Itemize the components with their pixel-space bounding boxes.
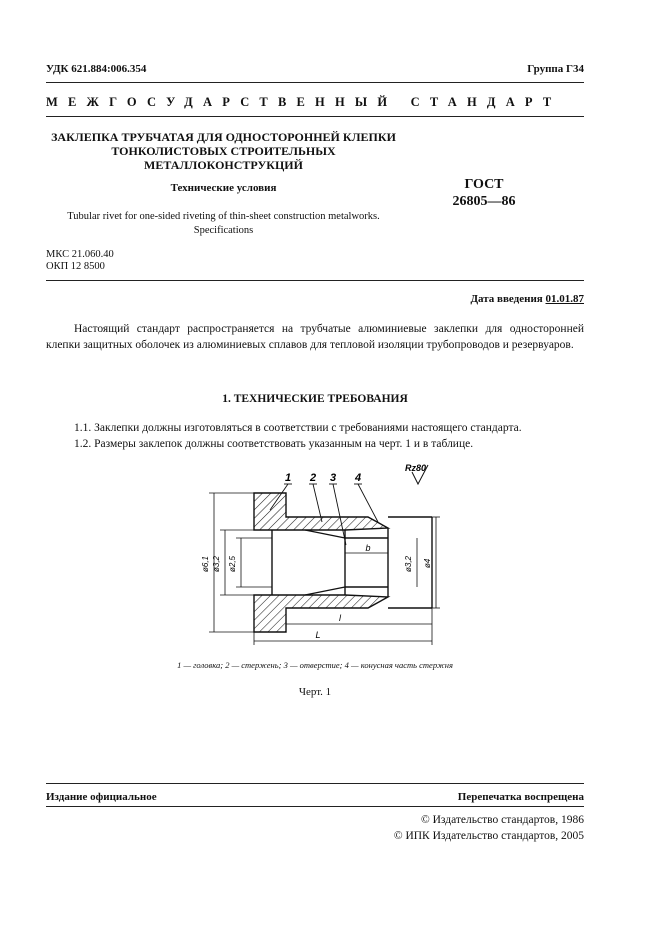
rivet-section-upper — [254, 493, 388, 530]
legend-text-4: — конусная часть стержня — [348, 660, 453, 670]
legend-text-1: — головка; — [181, 660, 226, 670]
rivet-section-lower — [254, 595, 388, 632]
group-code: Группа Г34 — [527, 63, 584, 75]
date-value: 01.01.87 — [545, 293, 584, 305]
footer-rule — [46, 783, 584, 784]
item-1-2: 1.2. Размеры заклепок должны соответствовать указанным на черт. 1 и в таблице. — [74, 438, 474, 450]
gost-number: 26805—86 — [452, 194, 516, 209]
mks-code: МКС 21.060.40 — [46, 249, 114, 260]
interstate-standard-banner: МЕЖГОСУДАРСТВЕННЫЙ СТАНДАРТ — [46, 95, 562, 109]
copyright-2005: © ИПК Издательство стандартов, 2005 — [393, 830, 584, 842]
english-title — [46, 210, 401, 238]
legend-num-4: 4 — [344, 660, 349, 670]
udk-code: УДК 621.884:006.354 — [46, 63, 147, 75]
footer-rule-2 — [46, 806, 584, 807]
dim-d32-right: ø3,2 — [404, 555, 413, 572]
official-edition: Издание официальное — [46, 791, 157, 803]
dim-l-outer: L — [315, 630, 321, 640]
callout-1: 1 — [284, 472, 292, 484]
title-line-2: ТОНКОЛИСТОВЫХ СТРОИТЕЛЬНЫХ — [111, 144, 336, 158]
reprint-notice: Перепечатка воспрещена — [457, 791, 584, 803]
copyright-1986: © Издательство стандартов, 1986 — [420, 814, 584, 826]
legend-text-2: — стержень; — [229, 660, 284, 670]
banner-rule — [46, 116, 584, 117]
legend-num-3: 3 — [283, 660, 288, 670]
gost-label: ГОСТ — [464, 177, 504, 192]
dim-l-inner: l — [339, 613, 341, 623]
gost-designation — [444, 176, 524, 210]
item-1-1: 1.1. Заклепки должны изготовляться в соответствии с требованиями настоящего стандарта. — [74, 422, 522, 434]
figure-legend — [46, 660, 584, 670]
legend-num-1: 1 — [177, 660, 182, 670]
rivet-drawing — [0, 455, 661, 655]
legend-text-3: — отверстие; — [287, 660, 345, 670]
figure-label: Черт. 1 — [298, 686, 332, 698]
english-title-line-2: Specifications — [193, 225, 254, 236]
title-line-1: ЗАКЛЕПКА ТРУБЧАТАЯ ДЛЯ ОДНОСТОРОННЕЙ КЛЕПКИ — [51, 130, 396, 144]
callout-4: 4 — [354, 472, 362, 484]
classification-codes — [46, 249, 114, 273]
date-label: Дата введения — [470, 293, 543, 305]
dim-d32-left: ø3,2 — [212, 555, 221, 572]
codes-rule — [46, 280, 584, 281]
english-title-line-1: Tubular rivet for one-sided riveting of thin-sheet construction metalworks. — [67, 211, 380, 222]
dim-b: b — [365, 543, 371, 553]
callout-2: 2 — [309, 472, 317, 484]
document-title — [46, 130, 401, 172]
introduction-date — [470, 293, 584, 305]
spec-russian: Технические условия — [170, 182, 277, 194]
callout-3: 3 — [329, 472, 337, 484]
intro-paragraph: Настоящий стандарт распространяется на трубчатые алюминиевые заклепки для односторонней клепки защитных оболочек из алюминиевых сплавов для тепловой изоляции трубопроводов и резервуаров. — [46, 323, 584, 351]
dim-d61: ø6,1 — [201, 555, 210, 572]
okp-code: ОКП 12 8500 — [46, 261, 105, 272]
dim-d4: ø4 — [423, 558, 432, 568]
legend-num-2: 2 — [225, 660, 230, 670]
title-line-3: МЕТАЛЛОКОНСТРУКЦИЙ — [144, 158, 303, 172]
roughness-label: Rz80 — [405, 463, 427, 473]
dim-d25: ø2,5 — [228, 555, 237, 572]
header-rule — [46, 82, 584, 83]
section-1-title: 1. ТЕХНИЧЕСКИЕ ТРЕБОВАНИЯ — [222, 393, 408, 405]
